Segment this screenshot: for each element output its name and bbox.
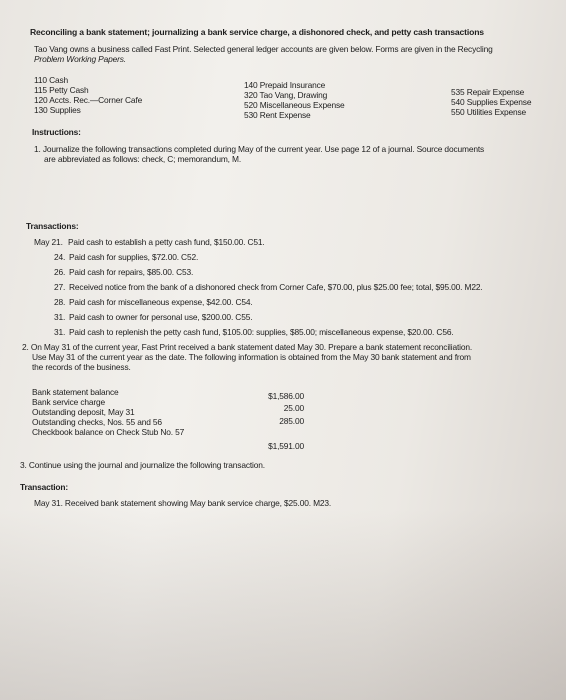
transaction-date: 27.	[54, 282, 66, 292]
instruction-2-line-2: Use May 31 of the current year as the date. The following information is obtained from the May 30 bank statement and from	[32, 352, 471, 362]
account-130: 130 Supplies	[34, 105, 81, 115]
instruction-1-line-2: are abbreviated as follows: check, C; memorandum, M.	[44, 154, 242, 164]
transaction-text: Paid cash to owner for personal use, $200.00. C55.	[69, 312, 253, 322]
intro-line-2: Problem Working Papers.	[34, 54, 126, 64]
transaction-date: 31.	[54, 327, 66, 337]
account-520: 520 Miscellaneous Expense	[244, 100, 345, 110]
instruction-1-line-1: 1. Journalize the following transactions completed during May of the current year. Use page 12 of a journal. Source documents	[34, 144, 485, 154]
account-535: 535 Repair Expense	[451, 87, 525, 97]
final-transaction: May 31. Received bank statement showing May bank service charge, $25.00. M23.	[34, 498, 332, 508]
transaction-heading: Transaction:	[20, 482, 68, 492]
recon-label: Outstanding checks, Nos. 55 and 56	[32, 417, 162, 427]
transaction-text: Paid cash to replenish the petty cash fund, $105.00: supplies, $85.00; miscellaneous expense, $20.00. C56.	[69, 327, 454, 337]
transaction-date: 26.	[54, 267, 66, 277]
transaction-date: 28.	[54, 297, 66, 307]
transaction-text: Paid cash for repairs, $85.00. C53.	[69, 267, 194, 277]
recon-label: Checkbook balance on Check Stub No. 57	[32, 427, 185, 437]
recon-amount: $1,591.00	[268, 441, 304, 451]
recon-label: Bank service charge	[32, 397, 106, 407]
instruction-2-line-1: 2. On May 31 of the current year, Fast Print received a bank statement dated May 30. Prepare a bank statement reconciliation.	[22, 342, 473, 352]
account-110: 110 Cash	[34, 75, 69, 85]
recon-amount: $1,586.00	[268, 391, 304, 401]
recon-amount: 285.00	[279, 416, 304, 426]
transaction-text: Paid cash for miscellaneous expense, $42.00. C54.	[69, 297, 253, 307]
transactions-heading: Transactions:	[26, 221, 79, 231]
transaction-date: 24.	[54, 252, 66, 262]
account-115: 115 Petty Cash	[34, 85, 89, 95]
account-540: 540 Supplies Expense	[451, 97, 532, 107]
transaction-text: Received notice from the bank of a dishonored check from Corner Cafe, $70.00, plus $25.00 fee; total, $95.00. M22.	[69, 282, 483, 292]
intro-line-1: Tao Vang owns a business called Fast Print. Selected general ledger accounts are given below. Forms are given in the Recycling	[34, 44, 493, 54]
account-550: 550 Utilities Expense	[451, 107, 527, 117]
instruction-3: 3. Continue using the journal and journalize the following transaction.	[20, 460, 265, 470]
transaction-date: May 21.	[34, 237, 63, 247]
instruction-2-line-3: the records of the business.	[32, 362, 131, 372]
account-530: 530 Rent Expense	[244, 110, 311, 120]
recon-label: Outstanding deposit, May 31	[32, 407, 135, 417]
account-140: 140 Prepaid Insurance	[244, 80, 326, 90]
account-120: 120 Accts. Rec.—Corner Cafe	[34, 95, 143, 105]
transaction-text: Paid cash for supplies, $72.00. C52.	[69, 252, 199, 262]
problem-title: Reconciling a bank statement; journalizing a bank service charge, a dishonored check, and petty cash transactions	[30, 27, 484, 37]
instructions-heading: Instructions:	[32, 127, 81, 137]
transaction-text: Paid cash to establish a petty cash fund, $150.00. C51.	[68, 237, 265, 247]
recon-label: Bank statement balance	[32, 387, 119, 397]
recon-amount: 25.00	[283, 403, 304, 413]
account-320: 320 Tao Vang, Drawing	[244, 90, 328, 100]
transaction-date: 31.	[54, 312, 66, 322]
